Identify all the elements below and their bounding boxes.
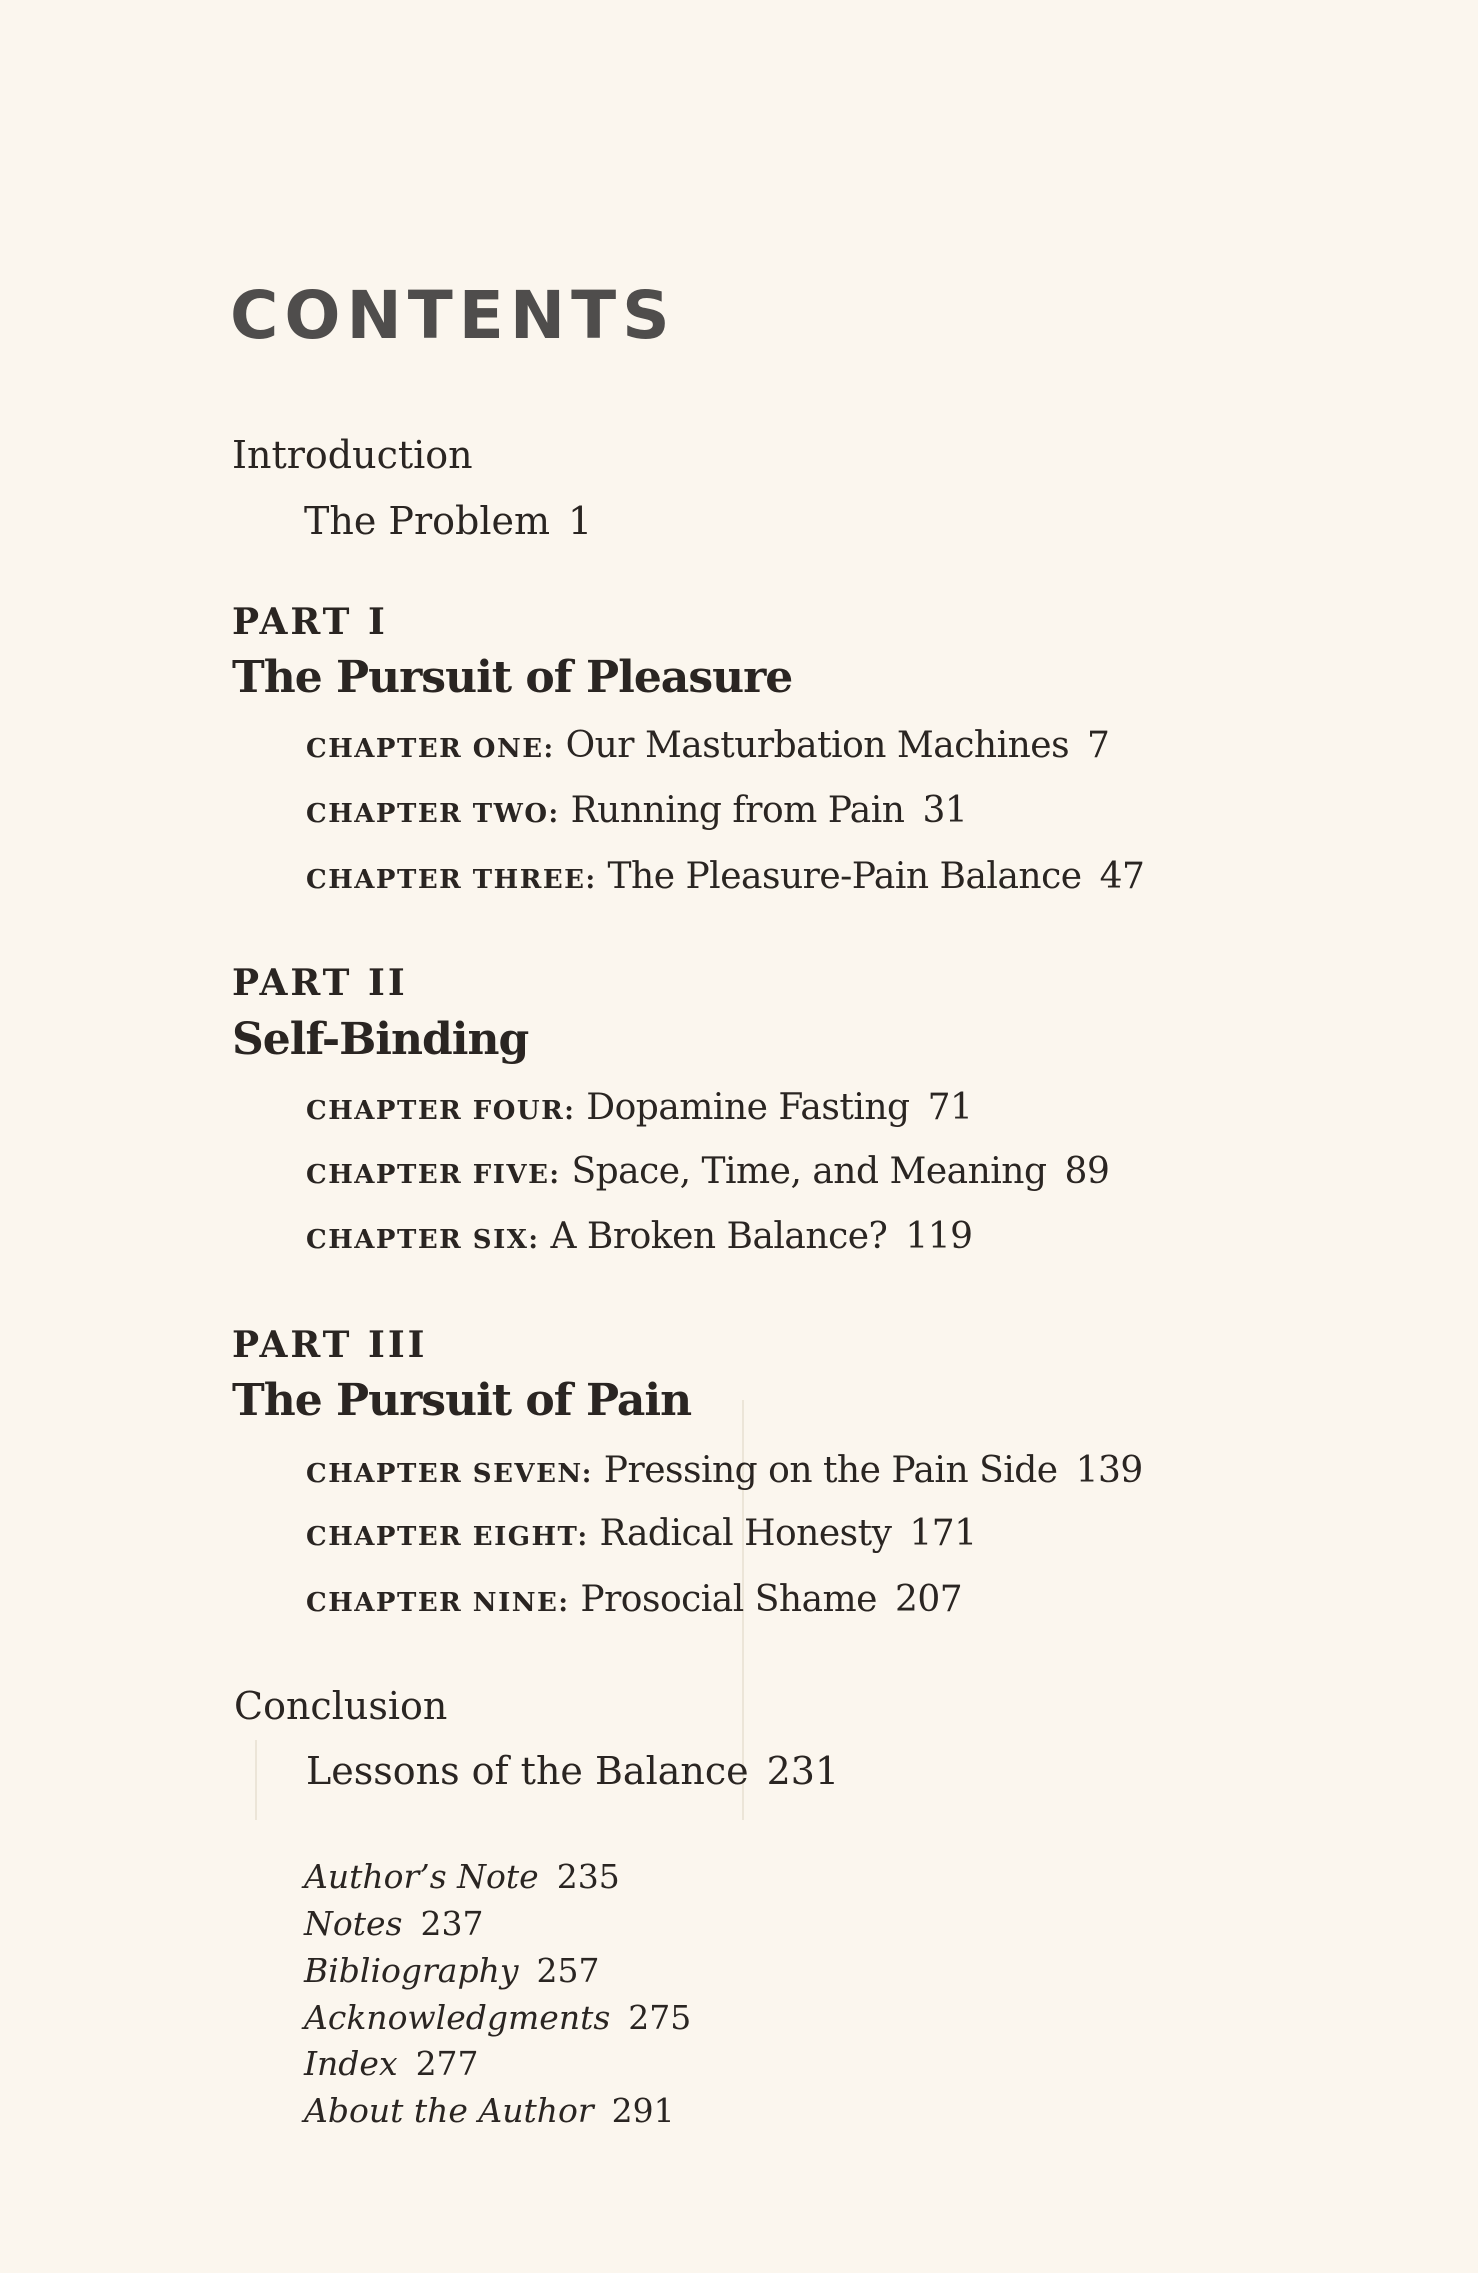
entry-title: Lessons of the Balance [306,1749,749,1793]
page-number: 171 [909,1513,977,1554]
toc-entry[interactable] [306,1216,973,1257]
entry-title: Our Masturbation Machines [565,725,1070,766]
chapter-label: CHAPTER SEVEN: [306,1459,593,1489]
toc-entry[interactable] [306,725,1110,766]
entry-title: Dopamine Fasting [586,1087,910,1128]
page-number: 277 [415,2044,479,2083]
entry-title: Pressing on the Pain Side [603,1450,1058,1491]
part-title: The Pursuit of Pleasure [232,652,793,703]
back-matter-entry[interactable] [304,2091,675,2130]
chapter-label: CHAPTER FOUR: [306,1096,576,1126]
entry-title: Author’s Note [304,1857,539,1896]
back-matter-entry[interactable] [304,1998,692,2037]
part-title: The Pursuit of Pain [232,1375,692,1426]
back-matter-entry[interactable] [304,1951,600,1990]
chapter-label: CHAPTER FIVE: [306,1160,561,1190]
entry-title: Notes [304,1904,403,1943]
page-number: 207 [894,1579,963,1620]
page-number: 237 [420,1904,484,1943]
chapter-label: CHAPTER THREE: [306,865,597,895]
chapter-label: CHAPTER EIGHT: [306,1522,589,1552]
part-title: Self-Binding [232,1014,529,1065]
introduction-heading: Introduction [232,433,473,477]
page-number: 71 [927,1087,973,1128]
chapter-label: CHAPTER NINE: [306,1588,570,1618]
entry-title: A Broken Balance? [550,1216,888,1257]
page-crease [255,1740,257,1820]
page-number: 1 [568,499,593,543]
toc-entry[interactable] [306,1749,840,1793]
toc-entry[interactable] [306,1513,977,1554]
entry-title: Index [304,2044,398,2083]
entry-title: Space, Time, and Meaning [571,1151,1047,1192]
part-label: PART III [232,1324,428,1366]
entry-title: Bibliography [304,1951,519,1990]
page-number: 119 [905,1216,973,1257]
toc-entry[interactable] [306,1087,973,1128]
chapter-label: CHAPTER SIX: [306,1225,540,1255]
entry-title: About the Author [304,2091,594,2130]
page-number: 231 [766,1749,840,1793]
part-label: PART II [232,962,408,1004]
entry-title: The Pleasure-Pain Balance [607,856,1082,897]
entry-title: Radical Honesty [599,1513,892,1554]
back-matter-entry[interactable] [304,1904,484,1943]
back-matter-entry[interactable] [304,2044,479,2083]
chapter-label: CHAPTER TWO: [306,799,560,829]
toc-entry[interactable] [306,1579,963,1620]
page-number: 31 [922,790,968,831]
page-number: 235 [556,1857,620,1896]
entry-title: Running from Pain [570,790,905,831]
page-number: 257 [536,1951,600,1990]
toc-entry[interactable] [306,790,968,831]
toc-entry[interactable] [304,499,593,543]
page-number: 89 [1064,1151,1110,1192]
page-number: 139 [1075,1450,1143,1491]
entry-title: The Problem [304,499,550,543]
page-number: 7 [1087,725,1110,766]
page-number: 275 [628,1998,692,2037]
toc-entry[interactable] [306,1450,1143,1491]
page-number: 47 [1099,856,1145,897]
toc-entry[interactable] [306,1151,1110,1192]
back-matter-entry[interactable] [304,1857,620,1896]
part-label: PART I [232,601,388,643]
conclusion-heading: Conclusion [234,1684,448,1728]
chapter-label: CHAPTER ONE: [306,734,555,764]
entry-title: Acknowledgments [304,1998,611,2037]
toc-entry[interactable] [306,856,1145,897]
entry-title: Prosocial Shame [580,1579,877,1620]
page-number: 291 [611,2091,675,2130]
page-title: CONTENTS [230,277,676,354]
